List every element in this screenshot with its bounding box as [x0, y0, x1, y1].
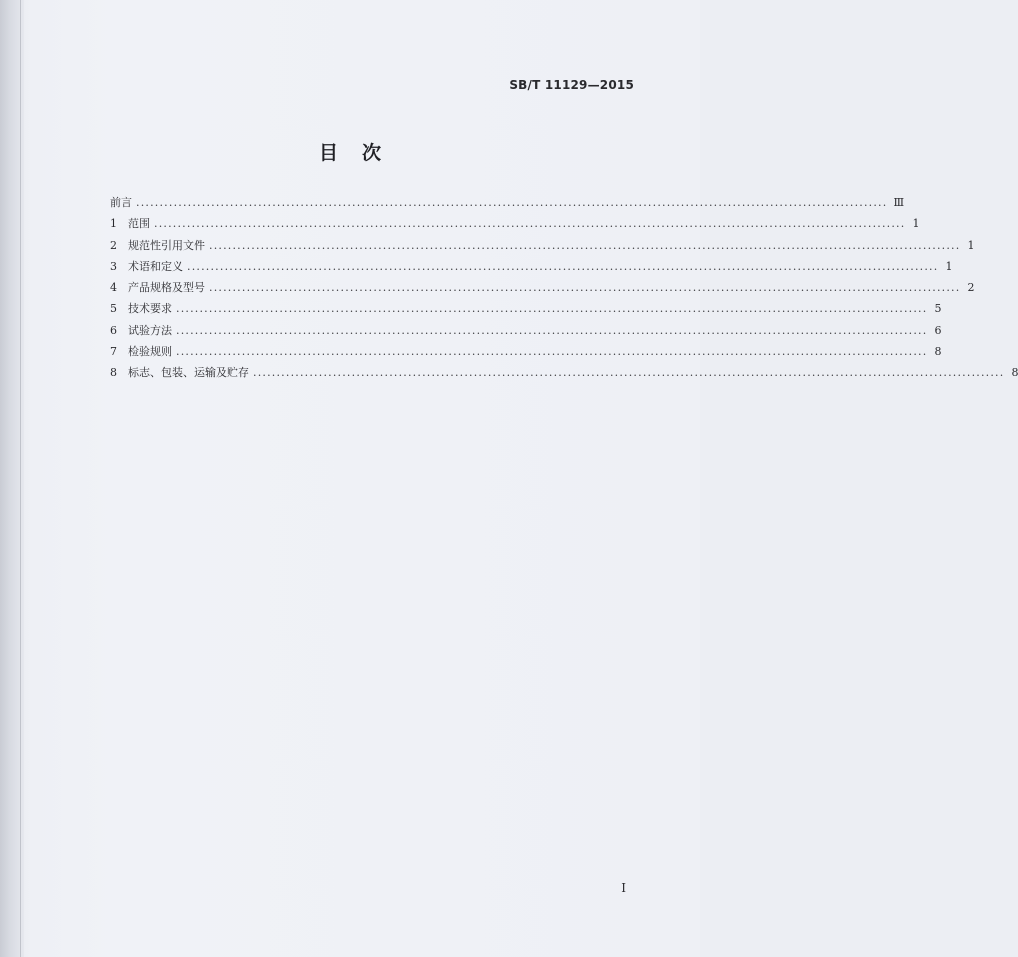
toc-entry-label: 规范性引用文件	[128, 238, 205, 252]
toc-entry-1[interactable]	[110, 213, 920, 234]
toc-entry-label: 术语和定义	[128, 259, 183, 273]
toc-entry-label: 范围	[128, 217, 150, 231]
toc-entry-number: 1	[110, 217, 117, 231]
toc-entry-page: 8	[934, 345, 942, 359]
toc-entry-label: 产品规格及型号	[128, 281, 205, 295]
toc-entry-page: 5	[934, 302, 942, 316]
toc-leader-dots: ................................................................................................................................................................	[136, 196, 888, 209]
toc-entry-page: 2	[967, 281, 975, 295]
toc-entry-7[interactable]	[110, 341, 942, 362]
toc-entry-page: Ⅲ	[893, 196, 905, 209]
toc-title: 目次	[318, 142, 405, 164]
toc-entry-number: 2	[110, 238, 117, 252]
toc-entry-page: 1	[945, 259, 953, 273]
toc-entry-number: 6	[110, 323, 117, 337]
toc-entry-4[interactable]	[110, 277, 975, 298]
toc-leader-dots: ................................................................................................................................................................	[176, 302, 928, 316]
toc-entry-3[interactable]	[110, 256, 953, 277]
toc-entry-2[interactable]	[110, 235, 975, 256]
toc-leader-dots: ................................................................................................................................................................	[154, 217, 906, 231]
toc-entry-5[interactable]	[110, 298, 942, 319]
toc-entry-label: 试验方法	[128, 323, 172, 337]
toc-leader-dots: ................................................................................................................................................................	[176, 323, 928, 337]
toc-entry-number: 5	[110, 302, 117, 316]
toc-leader-dots: ................................................................................................................................................................	[176, 345, 928, 359]
toc-entry-page: 1	[967, 238, 975, 252]
toc-entry-label: 检验规则	[128, 345, 172, 359]
toc-entry-page: 1	[912, 217, 920, 231]
table-of-contents	[110, 192, 1018, 384]
toc-entry-number: 8	[110, 366, 117, 380]
toc-entry-page: 8	[1011, 366, 1018, 380]
standard-code: SB/T 11129—2015	[509, 78, 634, 92]
toc-leader-dots: ................................................................................................................................................................	[253, 366, 1005, 380]
toc-entry-number: 4	[110, 281, 117, 295]
toc-entry-8[interactable]	[110, 362, 1018, 383]
toc-entry-label: 前言	[110, 196, 132, 209]
toc-entry-6[interactable]	[110, 320, 942, 341]
toc-leader-dots: ................................................................................................................................................................	[209, 238, 961, 252]
toc-leader-dots: ................................................................................................................................................................	[187, 259, 939, 273]
toc-entry-page: 6	[934, 323, 942, 337]
toc-entry-number: 3	[110, 259, 117, 273]
toc-entry-label: 技术要求	[128, 302, 172, 316]
toc-entry-number: 7	[110, 345, 117, 359]
page-number: I	[621, 881, 626, 895]
toc-leader-dots: ................................................................................................................................................................	[209, 281, 961, 295]
toc-entry-label: 标志、包装、运输及贮存	[128, 366, 249, 380]
toc-entry-foreword[interactable]	[110, 192, 905, 213]
